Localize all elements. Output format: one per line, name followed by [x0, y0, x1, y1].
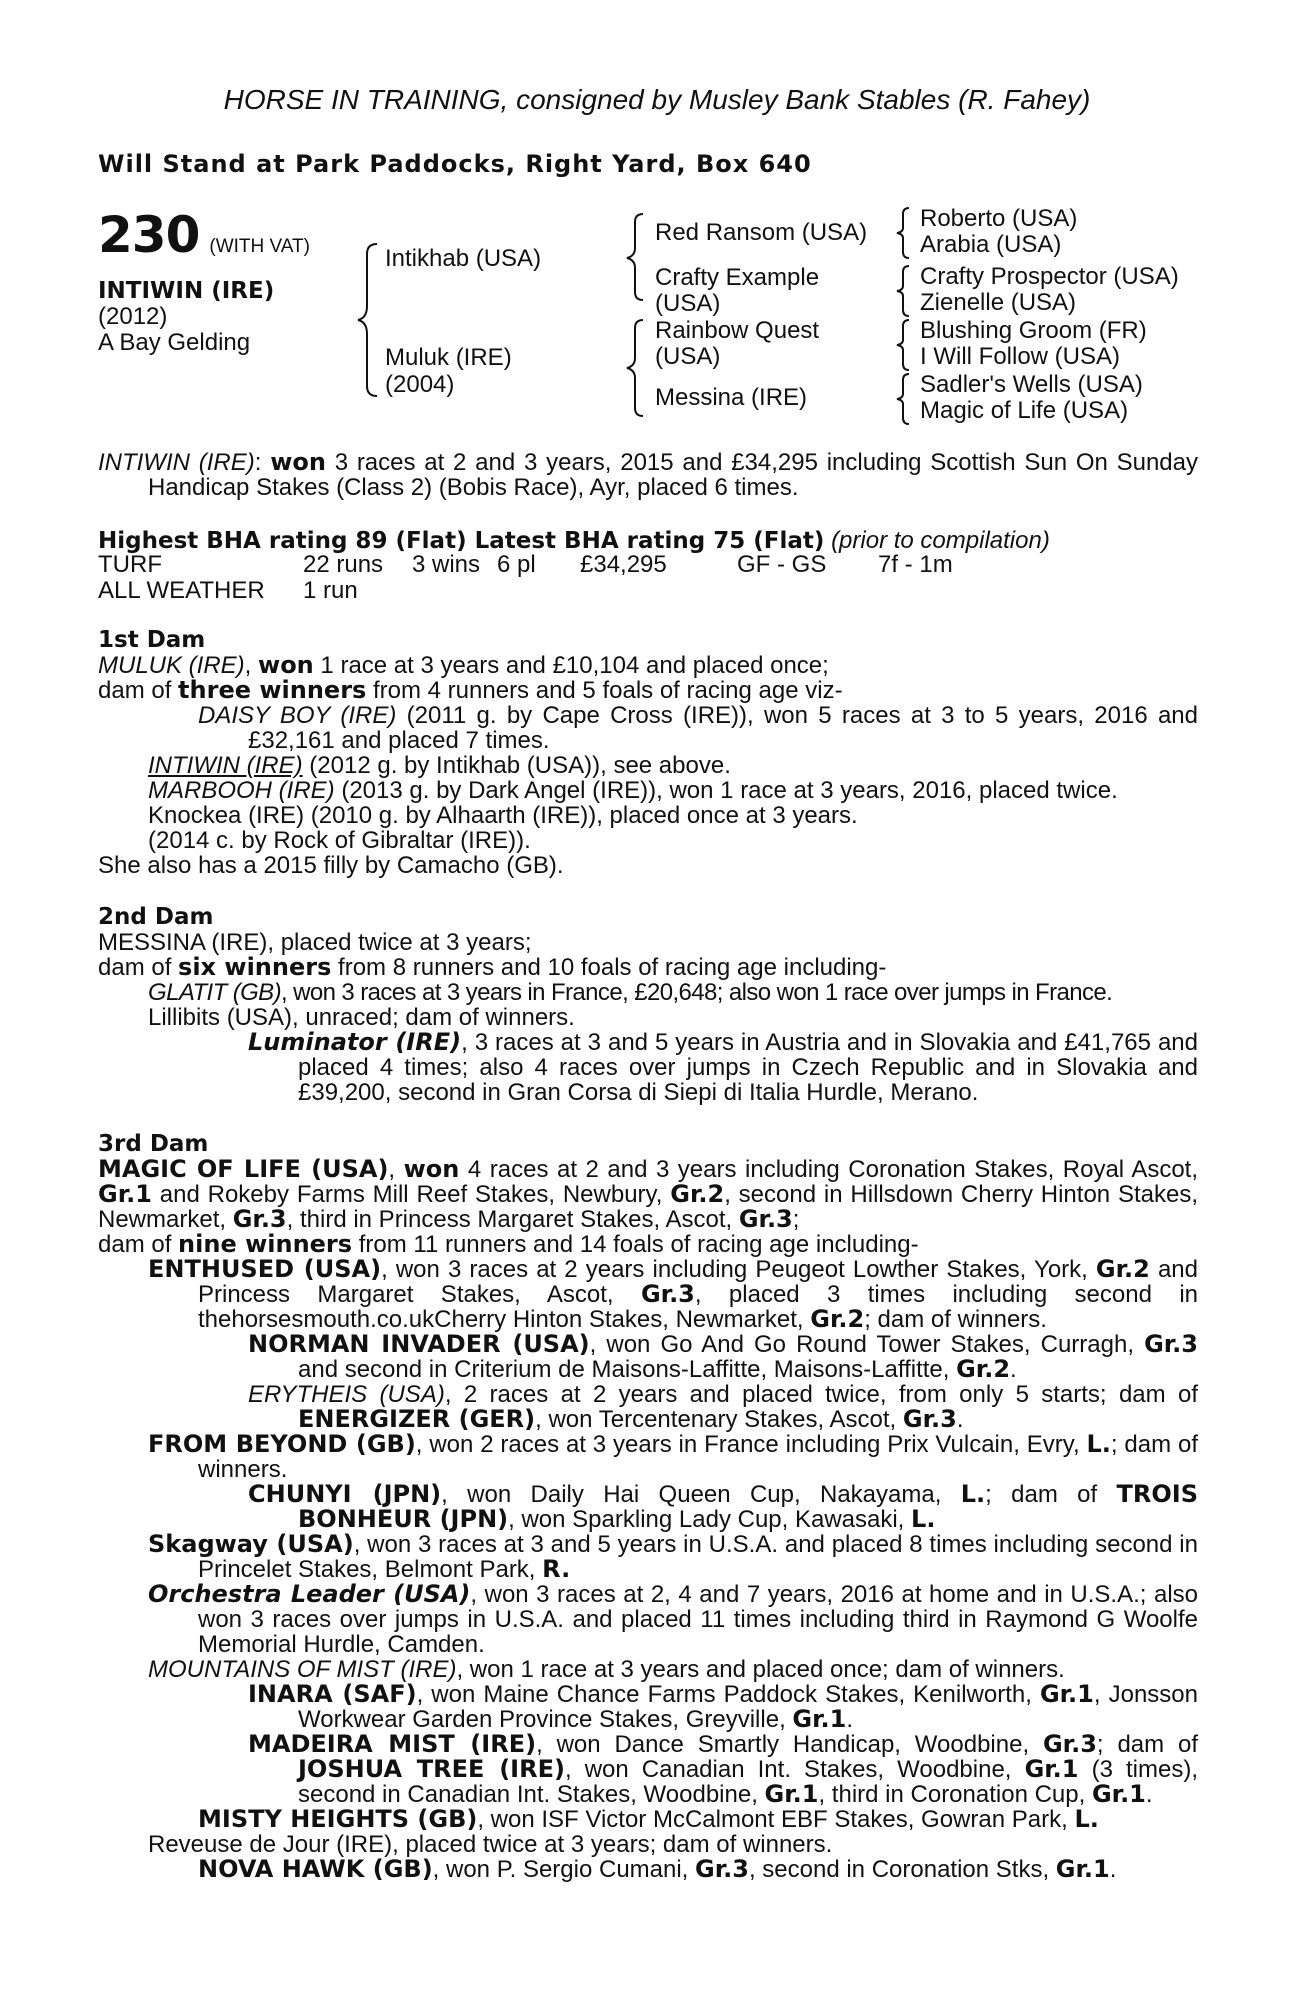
- foaling-year: (2012): [98, 303, 168, 330]
- produce-skagway: [98, 1532, 1198, 1582]
- pedigree-brace-g78: [895, 372, 915, 426]
- first-dam-won: won: [258, 651, 314, 679]
- produce-record: (2012 g. by Intikhab (USA)), see above.: [302, 752, 731, 779]
- produce-name: Orchestra Leader (USA): [148, 1580, 471, 1608]
- listed-grade: L.: [1086, 1430, 1111, 1458]
- first-dam-produce-suffix: from 4 runners and 5 foals of racing age viz-: [366, 677, 843, 704]
- produce-daisy-boy: [98, 703, 1198, 753]
- listed-grade: L.: [911, 1505, 936, 1533]
- summary-won: won: [270, 448, 326, 476]
- produce-knockea: Knockea (IRE) (2010 g. by Alhaarth (IRE)), placed once at 3 years.: [148, 802, 858, 829]
- record-text: , won 2 races at 3 years in France including Prix Vulcain, Evry,: [415, 1431, 1087, 1458]
- produce-misty-heights: [98, 1807, 1198, 1832]
- bha-rating: Highest BHA rating 89 (Flat) Latest BHA rating 75 (Flat): [98, 528, 825, 554]
- horse-description: A Bay Gelding: [98, 329, 251, 356]
- pedigree-g2: Arabia (USA): [920, 231, 1062, 258]
- produce-name: MOUNTAINS OF MIST (IRE): [148, 1656, 457, 1683]
- produce-name: Luminator (IRE): [248, 1028, 462, 1056]
- second-dam-record: MESSINA (IRE), placed twice at 3 years;: [98, 929, 532, 956]
- second-dam-produce-suffix: from 8 runners and 10 foals of racing age including-: [331, 954, 887, 981]
- produce-lillibits: Lillibits (USA), unraced; dam of winners.: [148, 1004, 575, 1031]
- group-grade: Gr.1: [764, 1780, 819, 1808]
- second-dam-produce-prefix: dam of: [98, 954, 179, 981]
- produce-madeira-mist: [98, 1732, 1198, 1807]
- produce-marbooh: [98, 778, 1198, 803]
- produce-intiwin: [98, 753, 1198, 778]
- record-text: , won 3 races at 2, 4 and 7 years, 2016 at home and in U.S.A.; also won 3 races over jumps in U.S.A. and placed 11 times including third in Raymond G Woolfe Memorial Hurdle, Camden.: [198, 1581, 1198, 1658]
- group-grade: Gr.2: [1095, 1255, 1150, 1283]
- pedigree-sire-dam: Crafty Example: [655, 264, 820, 291]
- summary-horse-name: INTIWIN (IRE): [98, 449, 255, 476]
- consignor-title: HORSE IN TRAINING, consigned by Musley Bank Stables (R. Fahey): [223, 84, 1091, 115]
- produce-name: INTIWIN (IRE): [148, 752, 303, 779]
- record-text: , second in Coronation Stks,: [748, 1856, 1056, 1883]
- record-text: , won 3 races at 3 and 5 years in U.S.A. and placed 8 times including second in Princelet Stakes, Belmont Park,: [198, 1531, 1198, 1583]
- group-grade: Gr.2: [670, 1180, 725, 1208]
- third-dam-section: [98, 1132, 1198, 1882]
- produce-name: ERYTHEIS (USA): [248, 1381, 445, 1408]
- record-text: , won Sparkling Lady Cup, Kawasaki,: [508, 1506, 912, 1533]
- produce-name: CHUNYI (JPN): [248, 1480, 442, 1508]
- rating-note: (prior to compilation): [831, 527, 1050, 554]
- group-grade: Gr.2: [810, 1305, 865, 1333]
- produce-name: MADEIRA MIST (IRE): [248, 1730, 537, 1758]
- record-text: (3 times), second in Canadian Int. Stakes, Woodbine,: [298, 1756, 1198, 1808]
- produce-name: NORMAN INVADER (USA): [248, 1330, 590, 1358]
- third-dam-record: MAGIC OF LIFE (USA), won 4 races at 2 and 3 years including Coronation Stakes, Royal Ascot, Gr.1 and Rokeby Farms Mill Reef Stakes, Newbury, Gr.2, second in Hillsdown Cherry Hinton Stakes, Newmarket, Gr.3, third in Princess Margaret Stakes, Ascot, Gr.3;: [98, 1155, 1199, 1233]
- produce-record: (2011 g. by Cape Cross (IRE)), won 5 races at 3 to 5 years, 2016 and £32,161 and placed 7 times.: [248, 702, 1199, 754]
- turf-placed: 6 pl: [497, 551, 536, 578]
- third-dam-produce-suffix: from 11 runners and 14 foals of racing age including-: [352, 1231, 919, 1258]
- produce-name: Skagway (USA): [148, 1530, 354, 1558]
- record-text: , won Go And Go Round Tower Stakes, Curragh,: [589, 1331, 1145, 1358]
- pedigree-g6: I Will Follow (USA): [920, 343, 1121, 370]
- produce-name: NOVA HAWK (GB): [198, 1855, 433, 1883]
- third-dam-won: won: [403, 1155, 460, 1183]
- pedigree-g4: Zienelle (USA): [920, 289, 1077, 316]
- turf-distance: 7f - 1m: [878, 551, 953, 578]
- turf-going: GF - GS: [737, 551, 827, 578]
- pedigree-g8: Magic of Life (USA): [920, 397, 1129, 424]
- all-weather-label: ALL WEATHER: [98, 577, 265, 604]
- record-text: .: [1109, 1856, 1117, 1883]
- record-text: .: [1145, 1781, 1153, 1808]
- record-text: , second in Hillsdown Cherry Hinton Stakes, Newmarket,: [98, 1181, 1198, 1233]
- restricted-grade: R.: [542, 1555, 571, 1583]
- produce-name: TROIS BONHEUR (JPN): [298, 1480, 1198, 1533]
- group-grade: Gr.2: [956, 1355, 1011, 1383]
- produce-chunyi: [98, 1482, 1198, 1532]
- listed-grade: L.: [1074, 1805, 1099, 1833]
- produce-mountains-of-mist: [98, 1657, 1198, 1682]
- record-text: , won Canadian Int. Stakes, Woodbine,: [564, 1756, 1025, 1783]
- record-text: , Jonsson Workwear Garden Province Stakes, Greyville,: [298, 1681, 1198, 1733]
- vat-note: (WITH VAT): [209, 236, 310, 257]
- first-dam-heading: 1st Dam: [98, 627, 206, 653]
- third-dam-produce-prefix: dam of: [98, 1231, 179, 1258]
- record-text: , won Daily Hai Queen Cup, Nakayama,: [441, 1481, 961, 1508]
- produce-glatit: [98, 980, 1198, 1005]
- stand-location: Will Stand at Park Paddocks, Right Yard, Box 640: [98, 150, 812, 178]
- record-text: , won Tercentenary Stakes, Ascot,: [535, 1406, 903, 1433]
- third-dam-name: MAGIC OF LIFE (USA): [98, 1155, 389, 1183]
- record-text: .: [846, 1706, 854, 1733]
- pedigree-dam-sire: Rainbow Quest: [655, 317, 820, 344]
- race-summary: INTIWIN (IRE): won 3 races at 2 and 3 years, 2015 and £34,295 including Scottish Sun On Sunday Handicap Stakes (Class 2) (Bobis Race), Ayr, placed 6 times.: [98, 448, 1199, 501]
- turf-wins: 3 wins: [412, 551, 481, 578]
- group-grade: Gr.1: [1024, 1755, 1079, 1783]
- record-text: , won Maine Chance Farms Paddock Stakes, Kenilworth,: [416, 1681, 1040, 1708]
- group-grade: Gr.3: [1042, 1730, 1097, 1758]
- produce-name: INARA (SAF): [248, 1680, 417, 1708]
- produce-enthused: [98, 1257, 1198, 1332]
- produce-name: DAISY BOY (IRE): [198, 702, 397, 729]
- record-text: and Princess Margaret Stakes, Ascot,: [198, 1256, 1198, 1308]
- record-text: , won Dance Smartly Handicap, Woodbine,: [536, 1731, 1043, 1758]
- first-dam-section: 1st Dam MULUK (IRE), won 1 race at 3 years and £10,104 and placed once; dam of three winners from 4 runners and 5 foals of racing age viz- DAISY BOY (IRE) (2011 g. by Cape Cross (IRE)), won 5 races at 3 to 5 years, 2016 and £32,161 and placed 7 times. INTIWIN (IRE) (2012 g. by Intikhab (USA)), see above. MARBOOH (IRE) (2013 g. by Dark Angel (IRE)), won 1 race at 3 years, 2016, placed twice. Knockea (IRE) (2010 g. by Alhaarth (IRE)), placed once at 3 years. (2014 c. by Rock of Gibraltar (IRE)). She also has a 2015 filly by Camacho (GB).: [98, 627, 1199, 879]
- pedigree-brace-main: [355, 240, 385, 400]
- produce-2014-colt: (2014 c. by Rock of Gibraltar (IRE)).: [148, 827, 531, 854]
- third-dam-winner-count: nine winners: [178, 1230, 353, 1258]
- record-text: , won ISF Victor McCalmont EBF Stakes, Gowran Park,: [477, 1806, 1075, 1833]
- produce-2015-filly: She also has a 2015 filly by Camacho (GB).: [98, 852, 564, 879]
- lot-number: 230: [98, 206, 200, 264]
- pedigree-brace-g56: [895, 318, 915, 372]
- produce-luminator: [98, 1030, 1198, 1105]
- record-text: ; dam of: [1096, 1731, 1199, 1758]
- turf-label: TURF: [98, 551, 162, 578]
- group-grade: Gr.1: [1039, 1680, 1094, 1708]
- produce-name: ENTHUSED (USA): [148, 1255, 382, 1283]
- record-text: ; dam of winners.: [198, 1431, 1198, 1483]
- first-dam-name: MULUK (IRE): [98, 652, 245, 679]
- pedigree-brace-g34: [895, 264, 915, 318]
- group-grade: Gr.3: [1144, 1330, 1198, 1358]
- pedigree-dam: Muluk (IRE): [385, 344, 512, 371]
- record-text: ;: [792, 1206, 800, 1233]
- pedigree-g7: Sadler's Wells (USA): [920, 371, 1143, 398]
- pedigree-brace-dam: [625, 318, 649, 418]
- third-dam-heading: 3rd Dam: [98, 1131, 209, 1157]
- produce-inara: [98, 1682, 1198, 1732]
- produce-name: GLATIT (GB): [148, 979, 281, 1006]
- all-weather-runs: 1 run: [303, 577, 358, 604]
- record-text: , placed 3 times including second in thehorsesmouth.co.ukCherry Hinton Stakes, Newmarket,: [198, 1281, 1198, 1333]
- lot-header: [98, 206, 310, 264]
- produce-erytheis: [98, 1382, 1198, 1432]
- record-text: , 2 races at 2 years and placed twice, from only 5 starts; dam of: [444, 1381, 1199, 1408]
- produce-from-beyond: [98, 1432, 1198, 1482]
- record-text: 4 races at 2 and 3 years including Coronation Stakes, Royal Ascot,: [459, 1156, 1199, 1183]
- group-grade: Gr.3: [902, 1405, 957, 1433]
- produce-record: , won 3 races at 3 years in France, £20,648; also won 1 race over jumps in France.: [280, 979, 1113, 1006]
- produce-name: MARBOOH (IRE): [148, 777, 335, 804]
- produce-reveuse-de-jour: Reveuse de Jour (IRE), placed twice at 3 years; dam of winners.: [148, 1831, 833, 1858]
- summary-text: 3 races at 2 and 3 years, 2015 and £34,295 including Scottish Sun On Sunday Handicap Stakes (Class 2) (Bobis Race), Ayr, placed 6 times.: [148, 449, 1199, 501]
- produce-nova-hawk: [98, 1857, 1198, 1882]
- group-grade: Gr.1: [792, 1705, 847, 1733]
- record-text: , third in Princess Margaret Stakes, Ascot,: [286, 1206, 739, 1233]
- record-text: , third in Coronation Cup,: [818, 1781, 1092, 1808]
- pedigree-dam-sire-origin: (USA): [655, 343, 721, 370]
- produce-name: FROM BEYOND (GB): [148, 1430, 416, 1458]
- first-dam-record: 1 race at 3 years and £10,104 and placed once;: [313, 652, 829, 679]
- pedigree-g5: Blushing Groom (FR): [920, 317, 1147, 344]
- record-text: .: [956, 1406, 964, 1433]
- pedigree-brace-sire: [625, 212, 649, 302]
- pedigree-dam-dam: Messina (IRE): [655, 384, 808, 411]
- second-dam-heading: 2nd Dam: [98, 904, 214, 930]
- produce-name: MISTY HEIGHTS (GB): [198, 1805, 478, 1833]
- second-dam-winner-count: six winners: [178, 953, 332, 981]
- pedigree-g1: Roberto (USA): [920, 205, 1078, 232]
- record-text: , won 3 races at 2 years including Peugeot Lowther Stakes, York,: [381, 1256, 1096, 1283]
- second-dam-section: [98, 905, 1198, 1105]
- listed-grade: L.: [960, 1480, 986, 1508]
- pedigree-dam-year: (2004): [385, 371, 455, 398]
- group-grade: Gr.3: [695, 1855, 749, 1883]
- turf-prize-money: £34,295: [580, 551, 667, 578]
- produce-orchestra-leader: [98, 1582, 1198, 1657]
- group-grade: Gr.3: [640, 1280, 695, 1308]
- pedigree-g3: Crafty Prospector (USA): [920, 263, 1179, 290]
- group-grade: Gr.1: [98, 1180, 152, 1208]
- record-text: , won P. Sergio Cumani,: [432, 1856, 696, 1883]
- horse-name: INTIWIN (IRE): [98, 278, 275, 304]
- record-text: , won 1 race at 3 years and placed once; dam of winners.: [456, 1656, 1065, 1683]
- turf-runs: 22 runs: [303, 551, 384, 578]
- group-grade: Gr.1: [1055, 1855, 1110, 1883]
- pedigree-sire-dam-origin: (USA): [655, 290, 721, 317]
- pedigree-sire-sire: Red Ransom (USA): [655, 219, 868, 246]
- produce-record: , 3 races at 3 and 5 years in Austria and in Slovakia and £41,765 and placed 4 times; also 4 races over jumps in Czech Republic and in Slovakia and £39,200, second in Gran Corsa di Siepi di Italia Hurdle, Merano.: [298, 1029, 1198, 1106]
- pedigree-sire: Intikhab (USA): [385, 245, 542, 272]
- produce-norman-invader: [98, 1332, 1198, 1382]
- group-grade: Gr.1: [1091, 1780, 1146, 1808]
- produce-name: JOSHUA TREE (IRE): [298, 1755, 565, 1783]
- produce-name: ENERGIZER (GER): [298, 1405, 536, 1433]
- group-grade: Gr.3: [738, 1205, 793, 1233]
- record-text: and Rokeby Farms Mill Reef Stakes, Newbury,: [151, 1181, 671, 1208]
- group-grade: Gr.3: [232, 1205, 287, 1233]
- record-text: ; dam of: [985, 1481, 1117, 1508]
- produce-record: (2013 g. by Dark Angel (IRE)), won 1 race at 3 years, 2016, placed twice.: [334, 777, 1118, 804]
- record-text: ; dam of winners.: [864, 1306, 1047, 1333]
- first-dam-produce-prefix: dam of: [98, 677, 179, 704]
- record-text: .: [1010, 1356, 1017, 1383]
- first-dam-winner-count: three winners: [178, 676, 367, 704]
- pedigree-brace-g12: [895, 206, 915, 260]
- record-text: and second in Criterium de Maisons-Laffitte, Maisons-Laffitte,: [298, 1356, 957, 1383]
